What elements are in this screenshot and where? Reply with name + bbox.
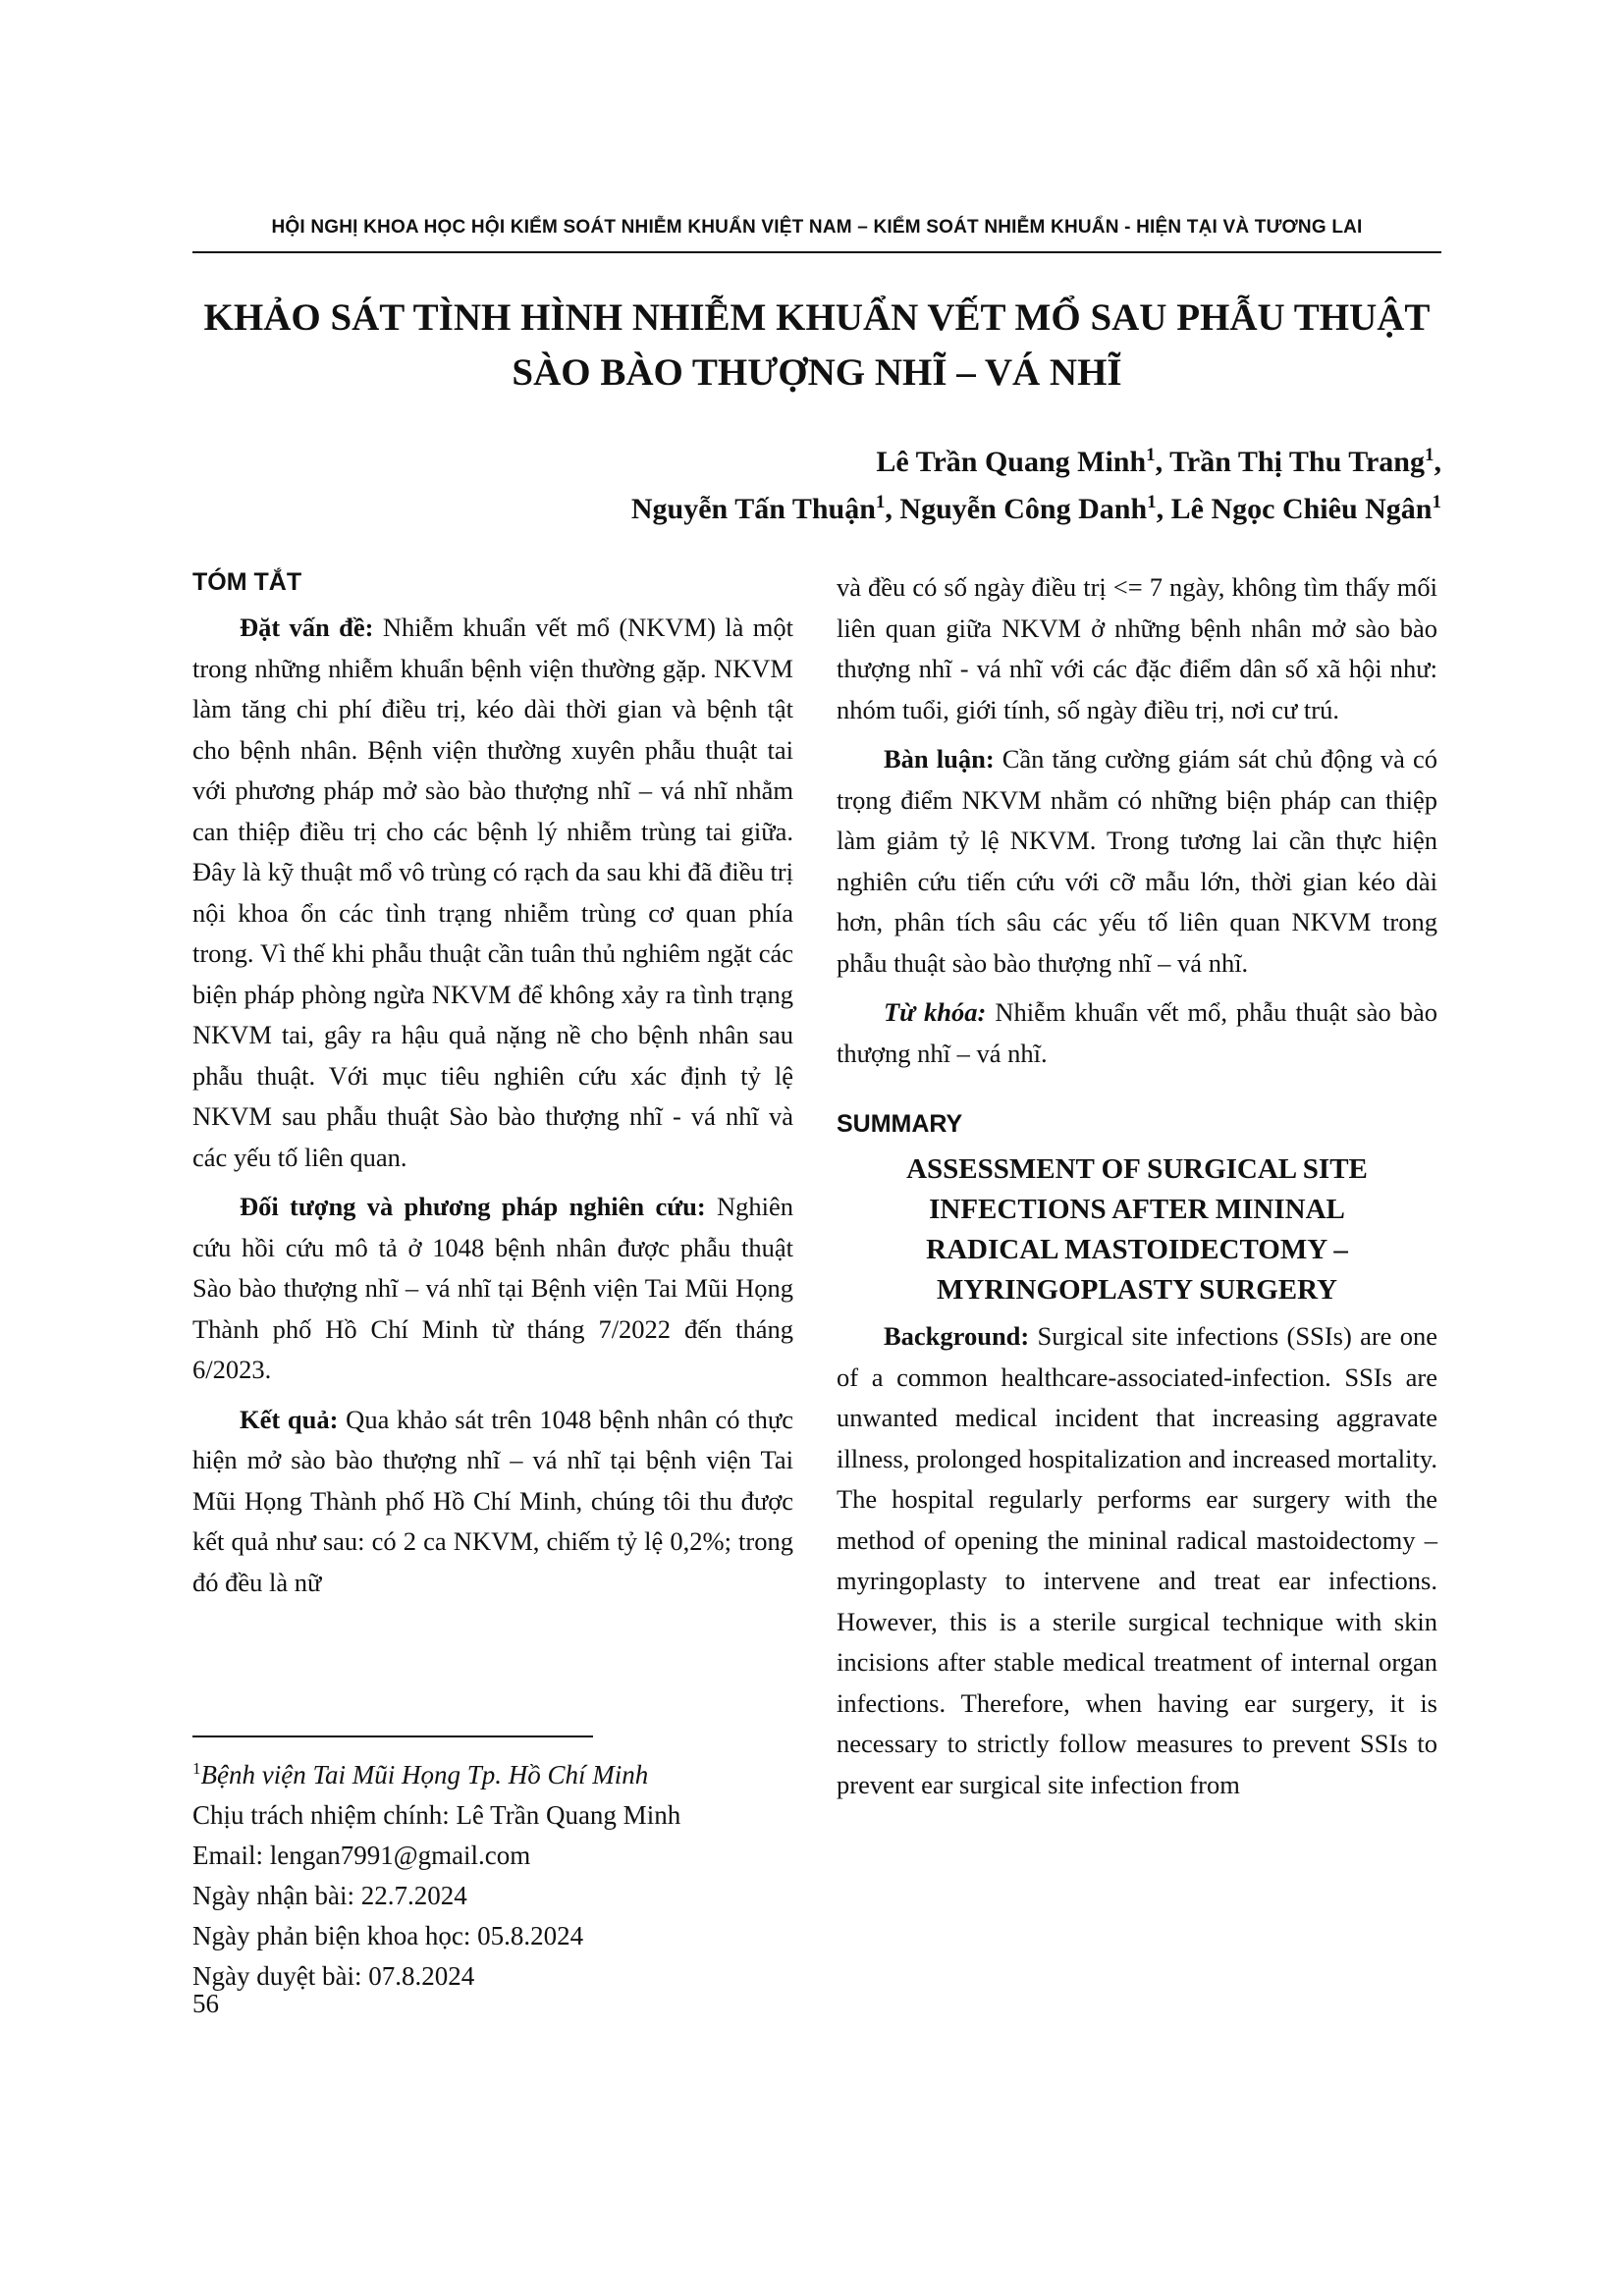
author-separator: , <box>1155 446 1170 478</box>
paragraph-text: Qua khảo sát trên 1048 bệnh nhân có thực hiện mở sào bào thượng nhĩ – vá nhĩ tại bệnh viện Tai Mũi Họng Thành phố Hồ Chí Minh, chúng tôi thu được kết quả như sau: có 2 ca NKVM, chiếm tỷ lệ 0,2%; trong đó đều là nữ <box>192 1404 793 1597</box>
summary-title-line: ASSESSMENT OF SURGICAL SITE <box>906 1153 1368 1185</box>
paragraph-text: Surgical site infections (SSIs) are one of a common healthcare-associated-infection. SSIs are unwanted medical incident that increasing aggravate illness, prolonged hospitalization and increased mortality. The hospital regularly performs ear surgery with the method of opening the mininal radical mastoidectomy – myringoplasty to intervene and treat ear infections. However, this is a sterile surgical technique with skin incisions after stable medical treatment of internal organ infections. Therefore, when having ear surgery, it is necessary to strictly follow measures to prevent SSIs to prevent ear surgical site infection from <box>837 1321 1437 1799</box>
date-received: Ngày nhận bài: 22.7.2024 <box>192 1881 467 1910</box>
footnote-rule <box>192 1735 593 1737</box>
author-separator: , <box>1156 493 1171 525</box>
date-accepted: Ngày duyệt bài: 07.8.2024 <box>192 1961 475 1991</box>
affiliation-text: Bệnh viện Tai Mũi Họng Tp. Hồ Chí Minh <box>200 1760 649 1789</box>
title-line-1: KHẢO SÁT TÌNH HÌNH NHIỄM KHUẨN VẾT MỔ SAU PHẪU THUẬT <box>203 296 1431 339</box>
affiliation-footnote <box>192 1755 880 1795</box>
summary-title-line: MYRINGOPLASTY SURGERY <box>937 1274 1337 1306</box>
author-name: Lê Trần Quang Minh <box>876 446 1147 478</box>
author-list <box>631 439 1441 533</box>
paragraph-label: Kết quả: <box>240 1404 339 1434</box>
results-continuation <box>837 567 1437 730</box>
summary-background <box>837 1316 1437 1805</box>
paragraph-text: Cần tăng cường giám sát chủ động và có trọng điểm NKVM nhằm có những biện pháp can thiệp làm giảm tỷ lệ NKVM. Trong tương lai cần thực hiện nghiên cứu tiến cứu với cỡ mẫu lớn, thời gian kéo dài hơn, phân tích sâu các yếu tố liên quan NKVM trong phẫu thuật sào bào thượng nhĩ – vá nhĩ. <box>837 744 1437 978</box>
title-line-2: SÀO BÀO THƯỢNG NHĨ – VÁ NHĨ <box>512 351 1122 394</box>
paragraph-text: Nhiễm khuẩn vết mổ, phẫu thuật sào bào thượng nhĩ – vá nhĩ. <box>837 997 1437 1068</box>
corresponding-author: Chịu trách nhiệm chính: Lê Trần Quang Minh <box>192 1800 681 1830</box>
footnotes <box>192 1755 880 1997</box>
affiliation-mark: 1 <box>1425 445 1435 465</box>
page-number: 56 <box>192 1989 219 2018</box>
summary-title <box>837 1149 1437 1310</box>
running-header: HỘI NGHỊ KHOA HỌC HỘI KIỂM SOÁT NHIỄM KHUẨN VIỆT NAM – KIỂM SOÁT NHIỄM KHUẨN - HIỆN TẠI VÀ TƯƠNG LAI <box>271 217 1363 238</box>
abstract-methods <box>192 1187 793 1391</box>
contact-email: Email: lengan7991@gmail.com <box>192 1841 531 1870</box>
affiliation-mark: 1 <box>1147 492 1157 512</box>
author-name: Nguyễn Công Danh <box>899 493 1148 525</box>
paragraph-label: Background: <box>884 1321 1030 1351</box>
abstract-heading: TÓM TẮT <box>192 568 302 596</box>
date-reviewed: Ngày phản biện khoa học: 05.8.2024 <box>192 1921 584 1950</box>
author-separator: , <box>885 493 900 525</box>
header-rule <box>192 251 1441 253</box>
paragraph-text: Nhiễm khuẩn vết mổ (NKVM) là một trong những nhiễm khuẩn bệnh viện thường gặp. NKVM làm tăng chi phí điều trị, kéo dài thời gian và bệnh tật cho bệnh nhân. Bệnh viện thường xuyên phẫu thuật tai với phương pháp mở sào bào thượng nhĩ – vá nhĩ nhằm can thiệp điều trị cho các bệnh lý nhiễm trùng tai giữa. Đây là kỹ thuật mổ vô trùng có rạch da sau khi đã điều trị nội khoa ổn các tình trạng nhiễm trùng cơ quan phía trong. Vì thế khi phẫu thuật cần tuân thủ nghiêm ngặt các biện pháp phòng ngừa NKVM để không xảy ra tình trạng NKVM tai, gây ra hậu quả nặng nề cho bệnh nhân sau phẫu thuật. Với mục tiêu nghiên cứu xác định tỷ lệ NKVM sau phẫu thuật Sào bào thượng nhĩ - vá nhĩ và các yếu tố liên quan. <box>192 613 793 1172</box>
paragraph-text: và đều có số ngày điều trị <= 7 ngày, không tìm thấy mối liên quan giữa NKVM ở những bệnh nhân mở sào bào thượng nhĩ - vá nhĩ với các đặc điểm dân số xã hội như: nhóm tuổi, giới tính, số ngày điều trị, nơi cư trú. <box>837 572 1437 724</box>
abstract-discussion <box>837 739 1437 984</box>
article-title <box>192 291 1441 400</box>
affiliation-mark: 1 <box>875 492 886 512</box>
paragraph-label: Bàn luận: <box>884 744 995 774</box>
paragraph-text: Nghiên cứu hồi cứu mô tả ở 1048 bệnh nhân được phẫu thuật Sào bào thượng nhĩ – vá nhĩ tại Bệnh viện Tai Mũi Họng Thành phố Hồ Chí Minh từ tháng 7/2022 đến tháng 6/2023. <box>192 1192 793 1384</box>
summary-title-line: RADICAL MASTOIDECTOMY – <box>926 1234 1348 1265</box>
affiliation-mark: 1 <box>1432 492 1441 512</box>
author-line-2 <box>631 486 1441 533</box>
paragraph-label: Đối tượng và phương pháp nghiên cứu: <box>240 1192 706 1221</box>
paragraph-label: Đặt vấn đề: <box>240 613 374 642</box>
abstract-results <box>192 1400 793 1604</box>
summary-title-line: INFECTIONS AFTER MININAL <box>929 1194 1345 1225</box>
affiliation-mark: 1 <box>1146 445 1156 465</box>
author-name: Nguyễn Tấn Thuận <box>630 493 876 525</box>
author-separator: , <box>1434 446 1441 478</box>
affiliation-mark: 1 <box>192 1759 201 1778</box>
abstract-background <box>192 608 793 1178</box>
author-line-1 <box>631 439 1441 486</box>
left-column <box>192 564 793 1612</box>
right-column <box>837 567 1437 1814</box>
author-name: Lê Ngọc Chiêu Ngân <box>1170 493 1433 525</box>
abstract-keywords <box>837 992 1437 1074</box>
paragraph-label: Từ khóa: <box>884 997 987 1027</box>
author-name: Trần Thị Thu Trang <box>1169 446 1425 478</box>
summary-heading: SUMMARY <box>837 1110 963 1138</box>
